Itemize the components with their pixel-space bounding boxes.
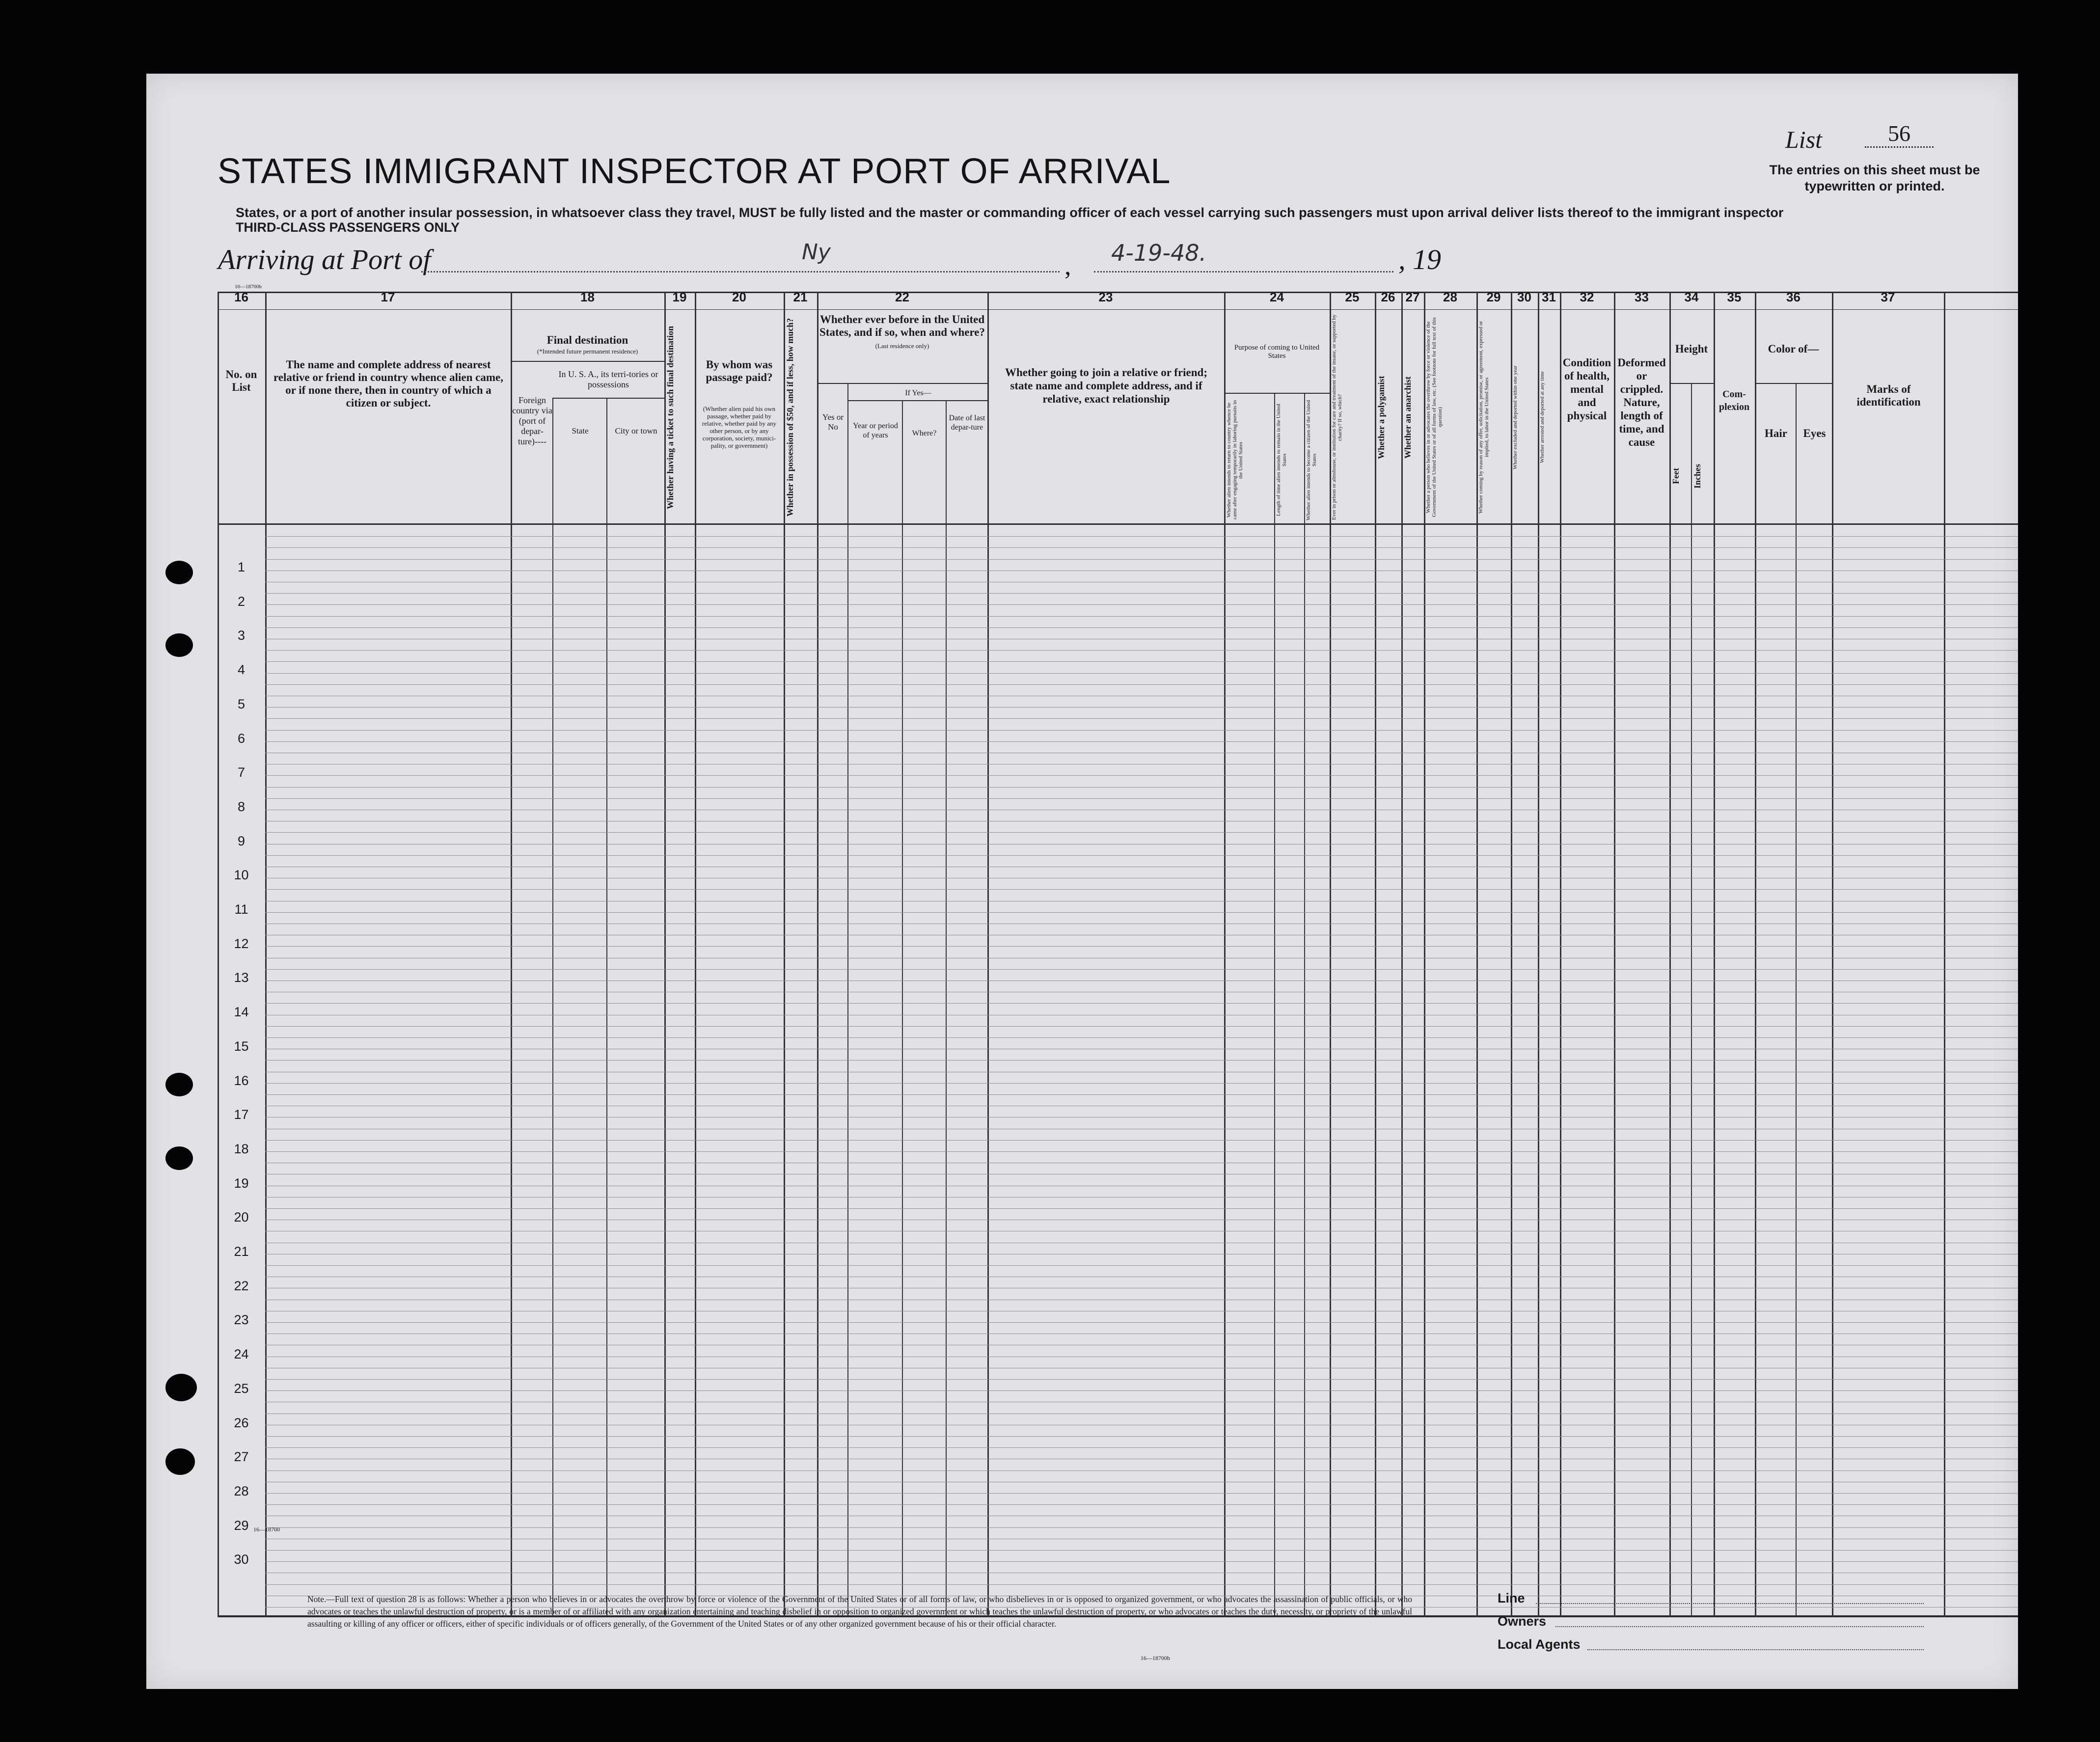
ruled-line — [265, 1322, 2018, 1323]
row-number: 25 — [234, 1381, 249, 1396]
colnum-28: 28 — [1443, 290, 1457, 304]
row-number: 5 — [237, 697, 245, 711]
col21-header: Whether in possession of $50, and if less, how much? — [785, 318, 795, 517]
sep-21-22 — [817, 292, 818, 1617]
col36-header: Color of— — [1768, 343, 1819, 355]
col24-header: Purpose of coming to United States — [1234, 344, 1320, 360]
ruled-line — [265, 1390, 2018, 1391]
owners-label: Owners — [1498, 1614, 1547, 1629]
ruled-line — [265, 627, 2018, 628]
row-number: 8 — [237, 799, 245, 814]
row-number: 1 — [237, 560, 245, 574]
rule-18-usa — [552, 398, 664, 399]
manifest-sheet — [146, 74, 2018, 1689]
punch-hole — [165, 1073, 193, 1096]
row-number: 22 — [234, 1279, 249, 1293]
colnum-29: 29 — [1486, 290, 1501, 304]
ruled-line — [265, 536, 2018, 537]
sep-36a — [1796, 383, 1797, 1615]
colnum-16: 16 — [234, 290, 248, 304]
col18-header: Final destination — [546, 334, 628, 346]
colnum-24: 24 — [1270, 290, 1284, 304]
punch-hole — [165, 1146, 193, 1170]
sep-22b — [902, 400, 903, 1615]
row-number: 6 — [237, 731, 245, 746]
ruled-line — [265, 730, 2018, 731]
ruled-line — [265, 832, 2018, 833]
col36-hair: Hair — [1765, 427, 1787, 439]
sep-22a — [847, 383, 848, 1615]
ruled-line — [265, 1003, 2018, 1004]
date-line — [1094, 271, 1393, 272]
ruled-line — [265, 1527, 2018, 1528]
ruled-line — [265, 1436, 2018, 1437]
col22-header: Whether ever before in the United States, and if so, when and where? — [819, 313, 985, 338]
ruled-line — [265, 1197, 2018, 1198]
row-number: 12 — [234, 936, 249, 951]
sep-23-24 — [1224, 292, 1226, 1617]
punch-hole — [165, 561, 193, 584]
colnum-18: 18 — [580, 290, 595, 304]
rule-24-top — [1224, 393, 1330, 394]
ruled-line — [265, 661, 2018, 662]
owners-field[interactable] — [1555, 1626, 1924, 1627]
col34-inches: Inches — [1692, 464, 1702, 489]
col24-length: Length of time alien intends to remain in the United States — [1276, 404, 1287, 517]
ruled-line — [265, 980, 2018, 981]
rule-36-top — [1755, 383, 1832, 384]
colnum-20: 20 — [732, 290, 746, 304]
ruled-line — [265, 946, 2018, 947]
sep-24b — [1304, 393, 1305, 1615]
colnum-23: 23 — [1098, 290, 1113, 304]
row-number: 10 — [234, 868, 249, 882]
sep-18a — [552, 398, 553, 1615]
page-title: STATES IMMIGRANT INSPECTOR AT PORT OF ARRIVAL — [218, 152, 1171, 191]
row-number: 18 — [234, 1142, 249, 1156]
colnum-30: 30 — [1517, 290, 1531, 304]
sep-18b — [606, 398, 607, 1615]
sep-22c — [946, 400, 947, 1615]
ruled-line — [265, 559, 2018, 560]
ruled-line — [265, 684, 2018, 685]
row-number: 11 — [234, 902, 248, 917]
rule-22-top — [817, 383, 987, 384]
row-number: 14 — [234, 1005, 249, 1019]
col23-header: Whether going to join a relative or friend; state name and complete address, and if relative, exact relationship — [1005, 366, 1208, 405]
col22-subheader: (Last residence only) — [875, 342, 929, 350]
row-number: 21 — [234, 1244, 249, 1259]
col20-subheader: (Whether alien paid his own passage, whether paid by relative, whether paid by any other person, or by any corporation, society, munici-pality, or government) — [702, 405, 777, 449]
colnum-22: 22 — [895, 290, 909, 304]
row-number: 2 — [237, 594, 245, 609]
col16-header: No. on List — [225, 368, 257, 393]
punch-hole — [165, 633, 193, 657]
col25-header: Ever in prison or almshouse, or institution for care and treatment of the insane, or supported by charity? If so, which? — [1331, 314, 1343, 520]
footnote-q28: Note.—Full text of question 28 is as follows: Whether a person who believes in or advocates the overthrow by force or violence of the Government of the United States or of all forms of law, or who disbelieves in or is opposed to organized government, or who advocates the assassination of public officials, or who advocates or teaches the unlawful destruction of property, or is a member of or affiliated with any organization entertaining and teaching disbelief in or opposition to organized government or which teaches the unlawful destruction of property, or who advocates or teaches the duty, necessity, or propriety of the unlawful assaulting or killing of any officer or officers, either of specific individuals or of officers generally, of the Government of the United States or of any other organized government because of his or their official character. — [307, 1594, 1412, 1629]
row-number: 23 — [234, 1312, 249, 1327]
col18-usa: In U. S. A., its terri-tories or possessions — [558, 369, 658, 389]
col18-state: State — [572, 426, 589, 436]
port-handwritten: Ny — [802, 240, 831, 265]
row-number: 20 — [234, 1210, 249, 1225]
col35-header: Com-plexion — [1718, 389, 1750, 412]
col31-header: Whether arrested and deported at any time — [1539, 371, 1545, 463]
colnum-32: 32 — [1580, 290, 1594, 304]
sep-22-23 — [987, 292, 989, 1617]
ruled-line — [265, 889, 2018, 890]
colnum-27: 27 — [1405, 290, 1420, 304]
ruled-line — [265, 1060, 2018, 1061]
col30-header: Whether excluded and deported within one year — [1512, 365, 1518, 469]
ruled-line — [265, 787, 2018, 788]
col18-city: City or town — [615, 426, 657, 436]
ruled-line — [265, 1265, 2018, 1266]
col37-header: Marks of identification — [1856, 383, 1921, 408]
rule-22-ifyes — [847, 400, 987, 401]
colnum-33: 33 — [1635, 290, 1649, 304]
colnum-36: 36 — [1786, 290, 1800, 304]
sep-31-32 — [1560, 292, 1561, 1617]
col19-header: Whether having a ticket to such final destination — [665, 326, 675, 509]
col26-header: Whether a polygamist — [1376, 376, 1386, 459]
col24-citizen: Whether alien intends to become a citizen of the United States — [1306, 400, 1317, 520]
port-comma: , — [1064, 251, 1071, 280]
ruled-line — [265, 1379, 2018, 1380]
ruled-line — [265, 718, 2018, 719]
colnum-21: 21 — [793, 290, 808, 304]
row-number: 19 — [234, 1176, 249, 1191]
year-prefix-text: 19 — [1413, 244, 1441, 275]
ruled-line — [265, 1208, 2018, 1209]
punch-hole — [165, 1374, 197, 1401]
sep-37-end — [1944, 292, 1945, 1617]
row-number: 26 — [234, 1415, 249, 1430]
sep-16-17 — [265, 292, 267, 1617]
rule-34-top — [1669, 383, 1714, 384]
ruled-line — [265, 1561, 2018, 1562]
ruled-line — [265, 855, 2018, 856]
sep-17-18 — [511, 292, 512, 1617]
row-number: 15 — [234, 1039, 249, 1054]
ruled-line — [265, 1026, 2018, 1027]
row-number: 17 — [234, 1107, 249, 1122]
header-bottom-rule — [218, 523, 2018, 525]
ruled-line — [265, 1447, 2018, 1448]
sep-32-33 — [1614, 292, 1615, 1617]
col36-eyes: Eyes — [1803, 427, 1826, 439]
row-number: 30 — [234, 1552, 249, 1567]
subtitle-class: THIRD-CLASS PASSENGERS ONLY — [236, 220, 460, 235]
row-number: 3 — [237, 628, 245, 643]
colnum-31: 31 — [1542, 290, 1556, 304]
year-prefix — [1398, 243, 1441, 276]
colnum-19: 19 — [672, 290, 687, 304]
manifest-table — [218, 285, 2018, 1615]
ruled-line — [265, 798, 2018, 799]
col18-subheader: (*Intended future permanent residence) — [537, 348, 638, 355]
form-code-top: 16—18700b — [235, 284, 262, 290]
col22-where: Where? — [912, 429, 937, 437]
col33-header: Deformed or crippled. Nature, length of time, and cause — [1617, 356, 1666, 448]
sep-24a — [1274, 393, 1275, 1615]
sep-34a — [1691, 383, 1692, 1615]
col17-header: The name and complete address of nearest relative or friend in country whence alien came, or if none there, then in country of which a citizen or subject. — [273, 358, 503, 409]
ruled-line — [265, 593, 2018, 594]
col18-foreign: Foreign country via (port of depar-ture)---- — [512, 395, 552, 446]
ruled-line — [265, 969, 2018, 970]
form-code-right: 16—18700b — [1141, 1655, 1170, 1661]
col22-ifyes: If Yes— — [905, 389, 931, 397]
colnum-26: 26 — [1381, 290, 1395, 304]
sep-36-37 — [1832, 292, 1833, 1617]
col34-header: Height — [1675, 343, 1708, 355]
col24-return: Whether alien intends to return to country whence he came after engaging temporarily in laboring pursuits in the United States — [1226, 400, 1244, 520]
ruled-line — [265, 1493, 2018, 1494]
col32-header: Condition of health, mental and physical — [1562, 356, 1611, 422]
row-number: 4 — [237, 662, 245, 677]
row-number: 13 — [234, 970, 249, 985]
col22-year: Year or period of years — [853, 422, 898, 439]
col20-header: By whom was passage paid? — [706, 358, 773, 383]
row-number: 24 — [234, 1347, 249, 1361]
row-number: 27 — [234, 1449, 249, 1464]
year-comma: , — [1398, 244, 1413, 275]
port-line — [421, 271, 1060, 272]
ruled-line — [265, 673, 2018, 674]
rule-18-top — [511, 361, 664, 362]
row-number: 16 — [234, 1073, 249, 1088]
form-code-left: 16—18700 — [253, 1526, 280, 1533]
row-number: 7 — [237, 765, 245, 780]
ruled-line — [265, 1584, 2018, 1585]
line-field[interactable] — [1536, 1603, 1924, 1604]
ruled-line — [265, 1083, 2018, 1084]
row-number: 29 — [234, 1518, 249, 1533]
ruled-line — [265, 741, 2018, 742]
colnum-17: 17 — [381, 290, 395, 304]
ruled-line — [265, 775, 2018, 776]
ruled-line — [265, 1151, 2018, 1152]
row-number: 9 — [237, 834, 245, 848]
sep-34-35 — [1714, 292, 1715, 1617]
ruled-line — [265, 1037, 2018, 1038]
arriving-label: Arriving at Port of — [218, 244, 431, 275]
sep-19-20 — [695, 292, 696, 1617]
entries-note: The entries on this sheet must be typewritten or printed. — [1769, 163, 1980, 193]
line-label: Line — [1498, 1591, 1525, 1606]
subtitle-instructions: States, or a port of another insular possession, in whatsoever class they travel, MUST be fully listed and the master or commanding officer of each vessel carrying such passengers must upon arrival deliver lists thereof to the immigrant inspector — [236, 205, 1784, 220]
colnum-rule — [218, 309, 2018, 310]
list-number: 56 — [1865, 120, 1934, 148]
ruled-line — [265, 707, 2018, 708]
col29-header: Whether coming by reason of any offer, solicitation, promise, or agreement, expressed or implied, to labor in the United States — [1478, 321, 1490, 514]
col28-header: Whether a person who believes in or advocates the overthrow by force or violence of the Government of the United States or of all forms of law, etc. (See footnote for full text of this question) — [1425, 317, 1443, 517]
colnum-37: 37 — [1881, 290, 1895, 304]
colnum-35: 35 — [1727, 290, 1742, 304]
agents-label: Local Agents — [1498, 1637, 1581, 1652]
ruled-line — [265, 547, 2018, 548]
punch-hole — [165, 1448, 195, 1475]
agents-field[interactable] — [1587, 1649, 1924, 1650]
ruled-line — [265, 616, 2018, 617]
ruled-line — [265, 1504, 2018, 1505]
sep-35-36 — [1755, 292, 1756, 1617]
ruled-line — [265, 1470, 2018, 1471]
col34-feet: Feet — [1671, 468, 1681, 485]
ruled-line — [265, 912, 2018, 913]
col22-date: Date of last depar-ture — [949, 414, 985, 432]
list-label: List — [1785, 126, 1823, 153]
ruled-line — [265, 650, 2018, 651]
date-handwritten: 4-19-48. — [1111, 240, 1207, 266]
ruled-line — [265, 1094, 2018, 1095]
col27-header: Whether an anarchist — [1403, 376, 1413, 459]
ruled-line — [265, 1140, 2018, 1141]
colnum-34: 34 — [1684, 290, 1699, 304]
ruled-line — [265, 1550, 2018, 1551]
colnum-25: 25 — [1345, 290, 1360, 304]
ruled-line — [265, 604, 2018, 605]
col22-yesno: Yes or No — [822, 412, 844, 432]
row-number: 28 — [234, 1484, 249, 1498]
